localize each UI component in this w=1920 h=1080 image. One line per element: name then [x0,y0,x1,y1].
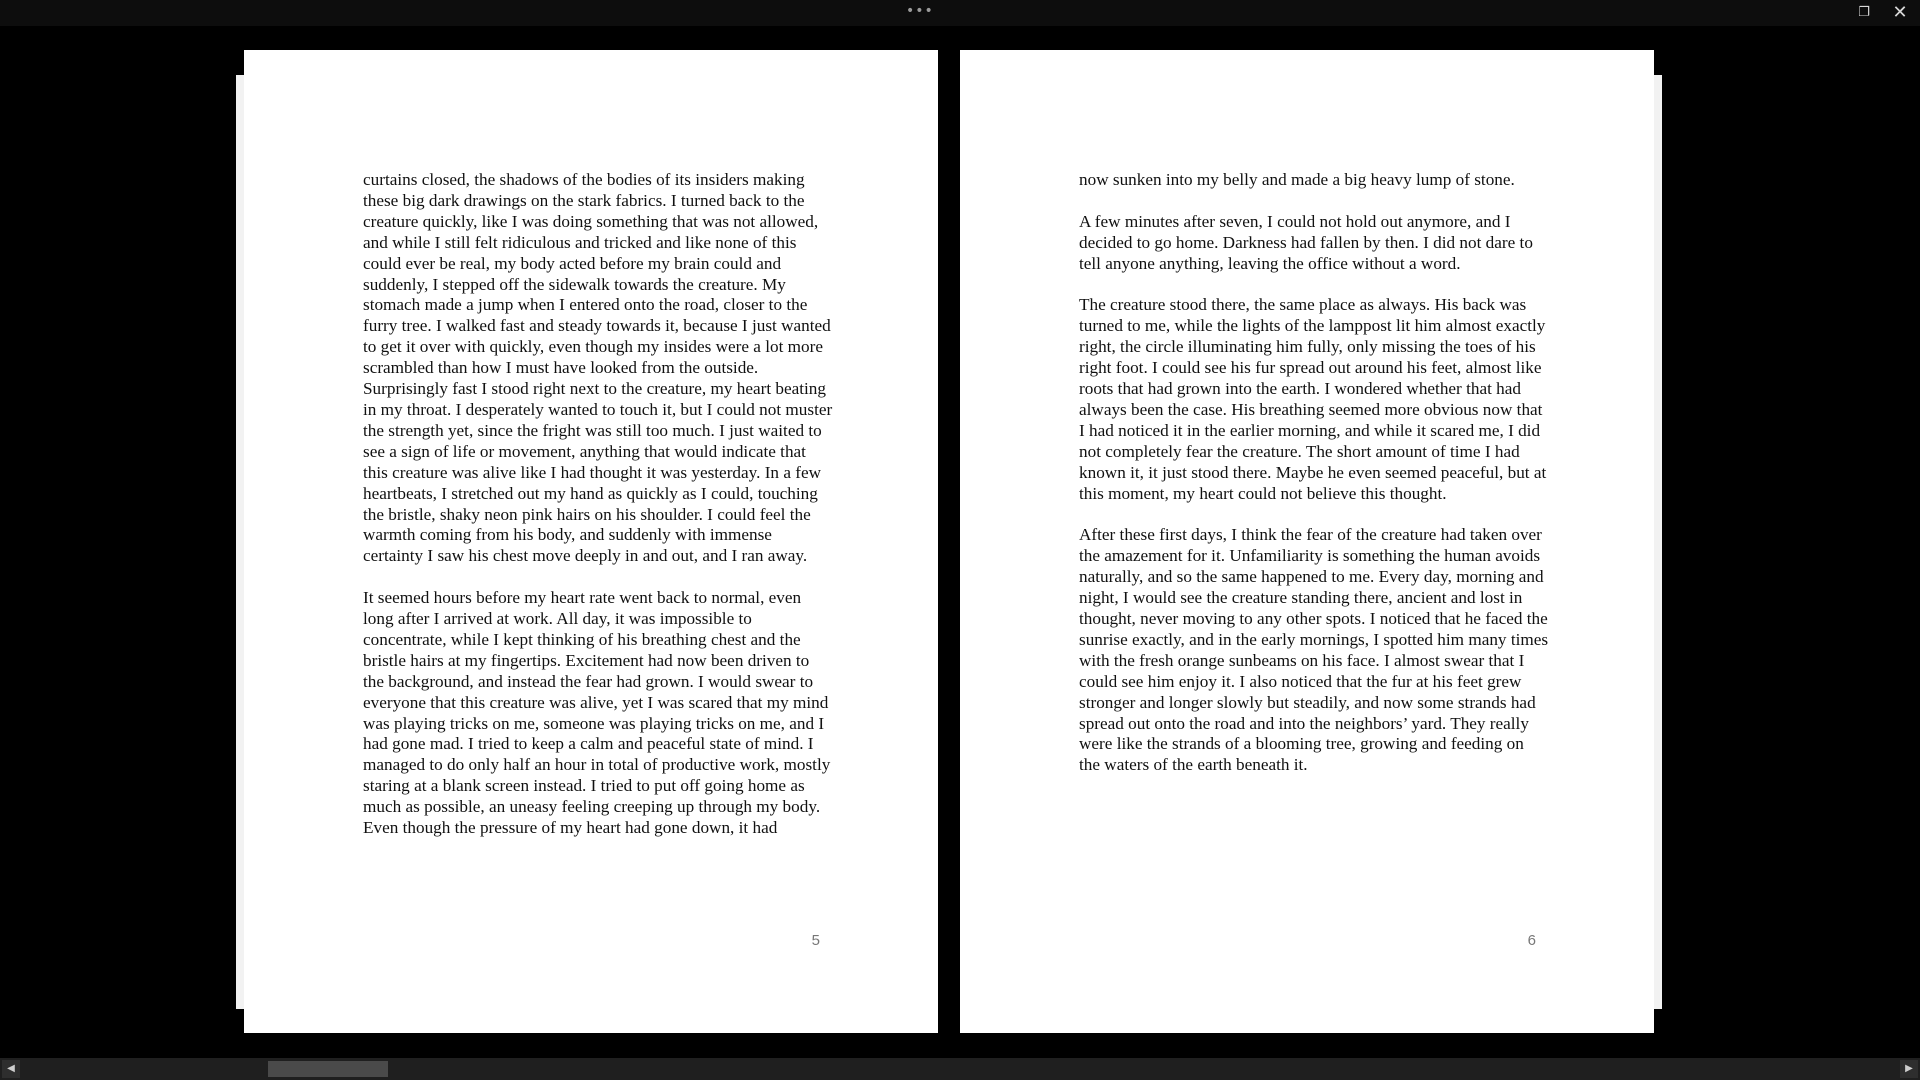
close-icon[interactable]: ✕ [1892,2,1908,23]
page-text [1079,170,1549,797]
page-number: 5 [811,932,820,949]
restore-window-icon[interactable]: ❐ [1858,5,1870,20]
more-dots-icon[interactable]: ••• [906,3,934,19]
scroll-right-icon[interactable]: ▶ [1900,1060,1918,1078]
page-left [244,50,938,1033]
paragraph: It seemed hours before my heart rate went back to normal, even long after I arrived at work. All day, it was impossible to concentrate, while I kept thinking of his breathing chest and the bristle hairs at my fingertips. Excitement had now been driven to the background, and instead the fear had grown. I would swear to everyone that this creature was alive, yet I was scared that my mind was playing tricks on me, someone was playing tricks on me, and I had gone mad. I tried to keep a calm and peaceful state of mind. I managed to do only half an hour in total of productive work, mostly staring at a blank screen instead. I tried to put off going home as much as possible, an uneasy feeling creeping up through my body. Even though the pressure of my heart had gone down, it had [363,588,831,838]
page-number: 6 [1527,932,1536,949]
paragraph: now sunken into my belly and made a big heavy lump of stone. [1079,170,1515,189]
horizontal-scrollbar[interactable] [0,1058,1920,1080]
scroll-left-icon[interactable]: ◀ [2,1060,20,1078]
page-text [363,170,833,860]
paragraph: The creature stood there, the same place as always. His back was turned to me, while the lights of the lamppost lit him almost exactly right, the circle illuminating him fully, only missing the toes of his right foot. I could see his fur spread out around his feet, almost like roots that had grown into the earth. I wondered whether that had always been the case. His breathing seemed more obvious now that I had noticed it in the earlier morning, and while it scared me, I did not completely fear the creature. The short amount of time I had known it, it just stood there. Maybe he even seemed peaceful, but at this moment, my heart could not believe this thought. [1079,295,1547,503]
page-right [960,50,1654,1033]
title-bar [0,0,1920,26]
paragraph: After these first days, I think the fear of the creature had taken over the amazement for it. Unfamiliarity is something the human avoids naturally, and so the same happened to me. Every day, morning and night, I would see the creature standing there, ancient and lost in thought, never moving to any other spots. I noticed that he faced the sunrise exactly, and in the early mornings, I spotted him many times with the fresh orange sunbeams on his face. I almost swear that I could see him enjoy it. I also noticed that the fur at his feet grew stronger and longer slowly but steadily, and now some strands had spread out onto the road and into the neighbors’ yard. They really were like the strands of a blooming tree, growing and feeding on the waters of the earth beneath it. [1079,525,1549,775]
scroll-thumb[interactable] [268,1061,388,1077]
paragraph: curtains closed, the shadows of the bodies of its insiders making these big dark drawings on the stark fabrics. I turned back to the creature quickly, like I was doing something that was not allowed, and while I still felt ridiculous and tricked and like none of this could ever be real, my body acted before my brain could and suddenly, I stepped off the sidewalk towards the creature. My stomach made a jump when I entered onto the road, closer to the furry tree. I walked fast and steady towards it, because I just wanted to get it over with quickly, even though my insides were a lot more scrambled than how I must have looked from the outside. Surprisingly fast I stood right next to the creature, my heart beating in my throat. I desperately wanted to touch it, but I could not muster the strength yet, since the fright was still too much. I just waited to see a sign of life or movement, anything that would indicate that this creature was alive like I had thought it was yesterday. In a few heartbeats, I stretched out my hand as quickly as I could, touching the bristle, shaky neon pink hairs on his shoulder. I could feel the warmth coming from his body, and suddenly with immense certainty I saw his chest move deeply in and out, and I ran away. [363,170,833,566]
paragraph: A few minutes after seven, I could not hold out anymore, and I decided to go home. Darkness had fallen by then. I did not dare to tell anyone anything, leaving the office without a word. [1079,211,1533,273]
